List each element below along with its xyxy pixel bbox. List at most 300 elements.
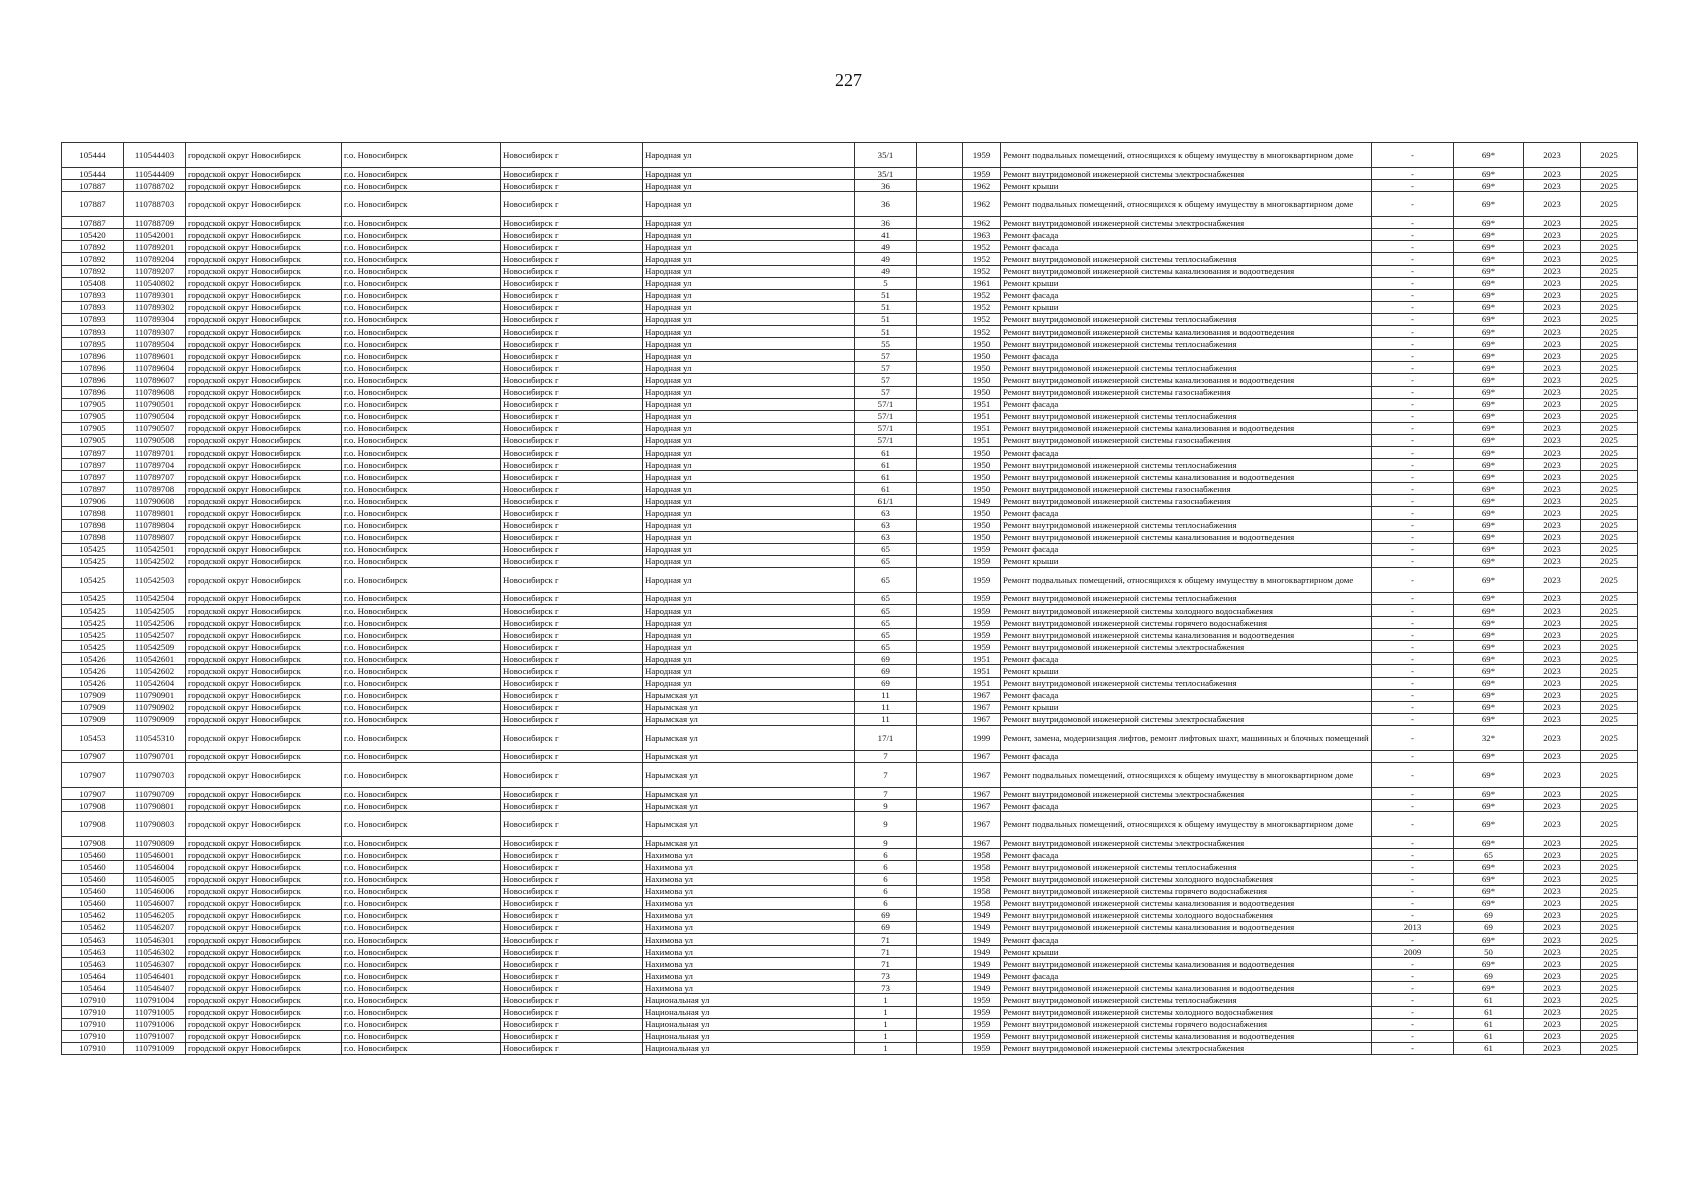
wear-percent-cell: 65 — [1454, 849, 1524, 861]
plan-start-cell: 2023 — [1524, 422, 1581, 434]
work-type-cell: Ремонт внутридомовой инженерной системы канализования и водоотведения — [1001, 1030, 1372, 1042]
street-cell: Народная ул — [643, 471, 855, 483]
building-cell — [917, 653, 963, 665]
table-row — [62, 567, 1638, 592]
municipality-cell: городской округ Новосибирск — [186, 265, 342, 277]
house-number-cell: 49 — [855, 265, 917, 277]
municipality-cell: городской округ Новосибирск — [186, 1018, 342, 1030]
municipality-cell: городской округ Новосибирск — [186, 543, 342, 555]
build-year-cell: 1967 — [963, 837, 1001, 849]
work-id-cell: 110546207 — [124, 921, 186, 933]
table-row — [62, 143, 1638, 168]
plan-end-cell: 2025 — [1581, 386, 1638, 398]
plan-end-cell: 2025 — [1581, 946, 1638, 958]
municipality-cell: городской округ Новосибирск — [186, 386, 342, 398]
district-cell: г.о. Новосибирск — [342, 289, 501, 301]
city-cell: Новосибирск г — [501, 1042, 643, 1054]
build-year-cell: 1951 — [963, 422, 1001, 434]
house-id-cell: 107896 — [62, 362, 124, 374]
house-id-cell: 107892 — [62, 253, 124, 265]
work-id-cell: 110542001 — [124, 229, 186, 241]
city-cell: Новосибирск г — [501, 434, 643, 446]
building-cell — [917, 434, 963, 446]
wear-percent-cell: 69* — [1454, 446, 1524, 458]
last-repair-year-cell: - — [1372, 555, 1454, 567]
city-cell: Новосибирск г — [501, 495, 643, 507]
plan-start-cell: 2023 — [1524, 909, 1581, 921]
plan-end-cell: 2025 — [1581, 192, 1638, 217]
municipality-cell: городской округ Новосибирск — [186, 788, 342, 800]
plan-end-cell: 2025 — [1581, 1030, 1638, 1042]
city-cell: Новосибирск г — [501, 374, 643, 386]
house-number-cell: 11 — [855, 701, 917, 713]
building-cell — [917, 362, 963, 374]
house-id-cell: 105462 — [62, 921, 124, 933]
table-row — [62, 933, 1638, 945]
house-number-cell: 61 — [855, 483, 917, 495]
wear-percent-cell: 69* — [1454, 229, 1524, 241]
work-type-cell: Ремонт внутридомовой инженерной системы канализования и водоотведения — [1001, 265, 1372, 277]
house-id-cell: 105425 — [62, 567, 124, 592]
building-cell — [917, 873, 963, 885]
street-cell: Народная ул — [643, 555, 855, 567]
table-row — [62, 1018, 1638, 1030]
house-number-cell: 6 — [855, 861, 917, 873]
street-cell: Народная ул — [643, 180, 855, 192]
plan-end-cell: 2025 — [1581, 555, 1638, 567]
work-id-cell: 110791004 — [124, 994, 186, 1006]
work-id-cell: 110546301 — [124, 933, 186, 945]
house-number-cell: 51 — [855, 301, 917, 313]
district-cell: г.о. Новосибирск — [342, 921, 501, 933]
building-cell — [917, 519, 963, 531]
building-cell — [917, 921, 963, 933]
municipality-cell: городской округ Новосибирск — [186, 1030, 342, 1042]
city-cell: Новосибирск г — [501, 229, 643, 241]
municipality-cell: городской округ Новосибирск — [186, 982, 342, 994]
wear-percent-cell: 69* — [1454, 483, 1524, 495]
wear-percent-cell: 69* — [1454, 459, 1524, 471]
building-cell — [917, 994, 963, 1006]
building-cell — [917, 725, 963, 750]
build-year-cell: 1963 — [963, 229, 1001, 241]
last-repair-year-cell: - — [1372, 909, 1454, 921]
district-cell: г.о. Новосибирск — [342, 326, 501, 338]
work-type-cell: Ремонт, замена, модернизация лифтов, ремонт лифтовых шахт, машинных и блочных помещений — [1001, 725, 1372, 750]
last-repair-year-cell: - — [1372, 653, 1454, 665]
last-repair-year-cell: - — [1372, 933, 1454, 945]
street-cell: Нахимова ул — [643, 970, 855, 982]
city-cell: Новосибирск г — [501, 471, 643, 483]
house-id-cell: 105460 — [62, 849, 124, 861]
wear-percent-cell: 69* — [1454, 168, 1524, 180]
city-cell: Новосибирск г — [501, 446, 643, 458]
build-year-cell: 1952 — [963, 313, 1001, 325]
district-cell: г.о. Новосибирск — [342, 849, 501, 861]
plan-start-cell: 2023 — [1524, 1042, 1581, 1054]
work-id-cell: 110789504 — [124, 338, 186, 350]
municipality-cell: городской округ Новосибирск — [186, 725, 342, 750]
street-cell: Народная ул — [643, 507, 855, 519]
work-type-cell: Ремонт внутридомовой инженерной системы электроснабжения — [1001, 837, 1372, 849]
city-cell: Новосибирск г — [501, 653, 643, 665]
house-number-cell: 6 — [855, 885, 917, 897]
build-year-cell: 1967 — [963, 713, 1001, 725]
street-cell: Народная ул — [643, 495, 855, 507]
work-type-cell: Ремонт внутридомовой инженерной системы канализования и водоотведения — [1001, 982, 1372, 994]
building-cell — [917, 677, 963, 689]
last-repair-year-cell: - — [1372, 665, 1454, 677]
wear-percent-cell: 69* — [1454, 410, 1524, 422]
wear-percent-cell: 61 — [1454, 1030, 1524, 1042]
city-cell: Новосибирск г — [501, 338, 643, 350]
wear-percent-cell: 69* — [1454, 665, 1524, 677]
building-cell — [917, 471, 963, 483]
build-year-cell: 1958 — [963, 861, 1001, 873]
city-cell: Новосибирск г — [501, 970, 643, 982]
work-type-cell: Ремонт внутридомовой инженерной системы теплоснабжения — [1001, 861, 1372, 873]
house-id-cell: 107896 — [62, 350, 124, 362]
municipality-cell: городской округ Новосибирск — [186, 471, 342, 483]
work-type-cell: Ремонт внутридомовой инженерной системы электроснабжения — [1001, 1042, 1372, 1054]
table-row — [62, 495, 1638, 507]
municipality-cell: городской округ Новосибирск — [186, 837, 342, 849]
building-cell — [917, 229, 963, 241]
building-cell — [917, 374, 963, 386]
district-cell: г.о. Новосибирск — [342, 265, 501, 277]
plan-start-cell: 2023 — [1524, 217, 1581, 229]
wear-percent-cell: 69* — [1454, 933, 1524, 945]
wear-percent-cell: 69* — [1454, 289, 1524, 301]
house-number-cell: 65 — [855, 592, 917, 604]
last-repair-year-cell: - — [1372, 229, 1454, 241]
plan-start-cell: 2023 — [1524, 665, 1581, 677]
building-cell — [917, 946, 963, 958]
house-number-cell: 35/1 — [855, 143, 917, 168]
house-number-cell: 55 — [855, 338, 917, 350]
city-cell: Новосибирск г — [501, 701, 643, 713]
work-id-cell: 110790608 — [124, 495, 186, 507]
table-row — [62, 861, 1638, 873]
table-row — [62, 982, 1638, 994]
house-id-cell: 107897 — [62, 471, 124, 483]
city-cell: Новосибирск г — [501, 958, 643, 970]
wear-percent-cell: 69* — [1454, 143, 1524, 168]
city-cell: Новосибирск г — [501, 861, 643, 873]
plan-end-cell: 2025 — [1581, 495, 1638, 507]
building-cell — [917, 617, 963, 629]
work-type-cell: Ремонт крыши — [1001, 180, 1372, 192]
municipality-cell: городской округ Новосибирск — [186, 410, 342, 422]
house-id-cell: 107887 — [62, 180, 124, 192]
last-repair-year-cell: - — [1372, 531, 1454, 543]
street-cell: Национальная ул — [643, 1018, 855, 1030]
street-cell: Народная ул — [643, 374, 855, 386]
plan-end-cell: 2025 — [1581, 812, 1638, 837]
plan-end-cell: 2025 — [1581, 241, 1638, 253]
build-year-cell: 1959 — [963, 617, 1001, 629]
table-row — [62, 873, 1638, 885]
district-cell: г.о. Новосибирск — [342, 229, 501, 241]
build-year-cell: 1962 — [963, 192, 1001, 217]
plan-end-cell: 2025 — [1581, 849, 1638, 861]
plan-start-cell: 2023 — [1524, 265, 1581, 277]
work-type-cell: Ремонт внутридомовой инженерной системы канализования и водоотведения — [1001, 374, 1372, 386]
street-cell: Народная ул — [643, 665, 855, 677]
house-id-cell: 107908 — [62, 800, 124, 812]
last-repair-year-cell: - — [1372, 958, 1454, 970]
house-number-cell: 65 — [855, 617, 917, 629]
house-id-cell: 105426 — [62, 665, 124, 677]
district-cell: г.о. Новосибирск — [342, 567, 501, 592]
plan-end-cell: 2025 — [1581, 750, 1638, 762]
building-cell — [917, 507, 963, 519]
wear-percent-cell: 61 — [1454, 1006, 1524, 1018]
district-cell: г.о. Новосибирск — [342, 653, 501, 665]
wear-percent-cell: 69* — [1454, 641, 1524, 653]
wear-percent-cell: 69* — [1454, 313, 1524, 325]
plan-start-cell: 2023 — [1524, 921, 1581, 933]
plan-end-cell: 2025 — [1581, 446, 1638, 458]
district-cell: г.о. Новосибирск — [342, 217, 501, 229]
municipality-cell: городской округ Новосибирск — [186, 253, 342, 265]
wear-percent-cell: 69* — [1454, 374, 1524, 386]
work-type-cell: Ремонт фасада — [1001, 350, 1372, 362]
house-number-cell: 35/1 — [855, 168, 917, 180]
street-cell: Народная ул — [643, 459, 855, 471]
table-row — [62, 265, 1638, 277]
work-type-cell: Ремонт внутридомовой инженерной системы теплоснабжения — [1001, 592, 1372, 604]
house-number-cell: 69 — [855, 677, 917, 689]
wear-percent-cell: 61 — [1454, 1042, 1524, 1054]
street-cell: Народная ул — [643, 617, 855, 629]
plan-end-cell: 2025 — [1581, 605, 1638, 617]
build-year-cell: 1951 — [963, 665, 1001, 677]
building-cell — [917, 398, 963, 410]
city-cell: Новосибирск г — [501, 519, 643, 531]
municipality-cell: городской округ Новосибирск — [186, 849, 342, 861]
street-cell: Народная ул — [643, 410, 855, 422]
plan-start-cell: 2023 — [1524, 713, 1581, 725]
last-repair-year-cell: - — [1372, 507, 1454, 519]
work-id-cell: 110789302 — [124, 301, 186, 313]
city-cell: Новосибирск г — [501, 410, 643, 422]
street-cell: Нахимова ул — [643, 982, 855, 994]
city-cell: Новосибирск г — [501, 422, 643, 434]
plan-start-cell: 2023 — [1524, 495, 1581, 507]
wear-percent-cell: 69* — [1454, 897, 1524, 909]
wear-percent-cell: 69 — [1454, 970, 1524, 982]
last-repair-year-cell: - — [1372, 434, 1454, 446]
city-cell: Новосибирск г — [501, 849, 643, 861]
work-id-cell: 110540802 — [124, 277, 186, 289]
street-cell: Национальная ул — [643, 1006, 855, 1018]
table-row — [62, 253, 1638, 265]
table-row — [62, 338, 1638, 350]
plan-start-cell: 2023 — [1524, 362, 1581, 374]
house-id-cell: 107893 — [62, 326, 124, 338]
last-repair-year-cell: - — [1372, 629, 1454, 641]
work-type-cell: Ремонт внутридомовой инженерной системы электроснабжения — [1001, 641, 1372, 653]
house-id-cell: 107909 — [62, 689, 124, 701]
work-type-cell: Ремонт внутридомовой инженерной системы теплоснабжения — [1001, 677, 1372, 689]
house-id-cell: 105425 — [62, 592, 124, 604]
last-repair-year-cell: - — [1372, 713, 1454, 725]
plan-start-cell: 2023 — [1524, 398, 1581, 410]
build-year-cell: 1951 — [963, 677, 1001, 689]
wear-percent-cell: 69* — [1454, 398, 1524, 410]
street-cell: Народная ул — [643, 350, 855, 362]
work-type-cell: Ремонт крыши — [1001, 277, 1372, 289]
last-repair-year-cell: - — [1372, 885, 1454, 897]
wear-percent-cell: 69* — [1454, 350, 1524, 362]
plan-start-cell: 2023 — [1524, 192, 1581, 217]
wear-percent-cell: 69* — [1454, 507, 1524, 519]
building-cell — [917, 605, 963, 617]
build-year-cell: 1962 — [963, 217, 1001, 229]
work-id-cell: 110789201 — [124, 241, 186, 253]
plan-start-cell: 2023 — [1524, 788, 1581, 800]
wear-percent-cell: 69* — [1454, 982, 1524, 994]
build-year-cell: 1959 — [963, 567, 1001, 592]
house-id-cell: 107897 — [62, 483, 124, 495]
street-cell: Народная ул — [643, 543, 855, 555]
district-cell: г.о. Новосибирск — [342, 605, 501, 617]
house-id-cell: 107905 — [62, 398, 124, 410]
plan-start-cell: 2023 — [1524, 338, 1581, 350]
district-cell: г.о. Новосибирск — [342, 812, 501, 837]
last-repair-year-cell: - — [1372, 446, 1454, 458]
table-row — [62, 1042, 1638, 1054]
plan-end-cell: 2025 — [1581, 471, 1638, 483]
work-type-cell: Ремонт подвальных помещений, относящихся к общему имуществу в многоквартирном доме — [1001, 192, 1372, 217]
city-cell: Новосибирск г — [501, 812, 643, 837]
district-cell: г.о. Новосибирск — [342, 180, 501, 192]
street-cell: Народная ул — [643, 519, 855, 531]
municipality-cell: городской округ Новосибирск — [186, 897, 342, 909]
work-id-cell: 110788709 — [124, 217, 186, 229]
work-type-cell: Ремонт фасада — [1001, 229, 1372, 241]
plan-end-cell: 2025 — [1581, 617, 1638, 629]
house-id-cell: 107910 — [62, 1006, 124, 1018]
plan-end-cell: 2025 — [1581, 885, 1638, 897]
build-year-cell: 1950 — [963, 386, 1001, 398]
work-type-cell: Ремонт внутридомовой инженерной системы холодного водоснабжения — [1001, 873, 1372, 885]
city-cell: Новосибирск г — [501, 289, 643, 301]
plan-end-cell: 2025 — [1581, 483, 1638, 495]
wear-percent-cell: 69* — [1454, 788, 1524, 800]
municipality-cell: городской округ Новосибирск — [186, 434, 342, 446]
street-cell: Нахимова ул — [643, 885, 855, 897]
building-cell — [917, 849, 963, 861]
wear-percent-cell: 50 — [1454, 946, 1524, 958]
plan-start-cell: 2023 — [1524, 289, 1581, 301]
plan-start-cell: 2023 — [1524, 982, 1581, 994]
building-cell — [917, 800, 963, 812]
street-cell: Народная ул — [643, 143, 855, 168]
last-repair-year-cell: - — [1372, 422, 1454, 434]
table-row — [62, 180, 1638, 192]
last-repair-year-cell: - — [1372, 750, 1454, 762]
municipality-cell: городской округ Новосибирск — [186, 994, 342, 1006]
build-year-cell: 1959 — [963, 543, 1001, 555]
city-cell: Новосибирск г — [501, 192, 643, 217]
work-id-cell: 110546307 — [124, 958, 186, 970]
house-id-cell: 107887 — [62, 192, 124, 217]
house-number-cell: 63 — [855, 531, 917, 543]
city-cell: Новосибирск г — [501, 143, 643, 168]
building-cell — [917, 289, 963, 301]
table-row — [62, 592, 1638, 604]
plan-end-cell: 2025 — [1581, 326, 1638, 338]
last-repair-year-cell: - — [1372, 519, 1454, 531]
plan-start-cell: 2023 — [1524, 531, 1581, 543]
work-id-cell: 110789707 — [124, 471, 186, 483]
plan-end-cell: 2025 — [1581, 677, 1638, 689]
city-cell: Новосибирск г — [501, 641, 643, 653]
municipality-cell: городской округ Новосибирск — [186, 289, 342, 301]
municipality-cell: городской округ Новосибирск — [186, 713, 342, 725]
table-row — [62, 459, 1638, 471]
table-row — [62, 800, 1638, 812]
work-type-cell: Ремонт внутридомовой инженерной системы канализования и водоотведения — [1001, 629, 1372, 641]
house-number-cell: 5 — [855, 277, 917, 289]
wear-percent-cell: 69* — [1454, 471, 1524, 483]
municipality-cell: городской округ Новосибирск — [186, 483, 342, 495]
house-id-cell: 107909 — [62, 701, 124, 713]
street-cell: Национальная ул — [643, 1030, 855, 1042]
last-repair-year-cell: - — [1372, 192, 1454, 217]
city-cell: Новосибирск г — [501, 592, 643, 604]
house-id-cell: 107910 — [62, 1018, 124, 1030]
district-cell: г.о. Новосибирск — [342, 192, 501, 217]
building-cell — [917, 897, 963, 909]
municipality-cell: городской округ Новосибирск — [186, 763, 342, 788]
plan-start-cell: 2023 — [1524, 241, 1581, 253]
work-type-cell: Ремонт внутридомовой инженерной системы теплоснабжения — [1001, 459, 1372, 471]
plan-end-cell: 2025 — [1581, 143, 1638, 168]
work-id-cell: 110789807 — [124, 531, 186, 543]
plan-start-cell: 2023 — [1524, 677, 1581, 689]
work-type-cell: Ремонт фасада — [1001, 446, 1372, 458]
building-cell — [917, 495, 963, 507]
plan-start-cell: 2023 — [1524, 313, 1581, 325]
city-cell: Новосибирск г — [501, 507, 643, 519]
work-id-cell: 110790909 — [124, 713, 186, 725]
plan-end-cell: 2025 — [1581, 229, 1638, 241]
build-year-cell: 1949 — [963, 495, 1001, 507]
build-year-cell: 1949 — [963, 958, 1001, 970]
house-number-cell: 51 — [855, 326, 917, 338]
work-type-cell: Ремонт внутридомовой инженерной системы теплоснабжения — [1001, 253, 1372, 265]
wear-percent-cell: 69 — [1454, 921, 1524, 933]
table-row — [62, 374, 1638, 386]
house-number-cell: 69 — [855, 921, 917, 933]
plan-end-cell: 2025 — [1581, 897, 1638, 909]
plan-start-cell: 2023 — [1524, 1006, 1581, 1018]
plan-end-cell: 2025 — [1581, 763, 1638, 788]
last-repair-year-cell: - — [1372, 313, 1454, 325]
street-cell: Нахимова ул — [643, 958, 855, 970]
street-cell: Нарымская ул — [643, 725, 855, 750]
work-type-cell: Ремонт фасада — [1001, 800, 1372, 812]
plan-start-cell: 2023 — [1524, 410, 1581, 422]
building-cell — [917, 386, 963, 398]
house-number-cell: 61 — [855, 459, 917, 471]
work-type-cell: Ремонт фасада — [1001, 849, 1372, 861]
work-id-cell: 110789207 — [124, 265, 186, 277]
plan-start-cell: 2023 — [1524, 326, 1581, 338]
